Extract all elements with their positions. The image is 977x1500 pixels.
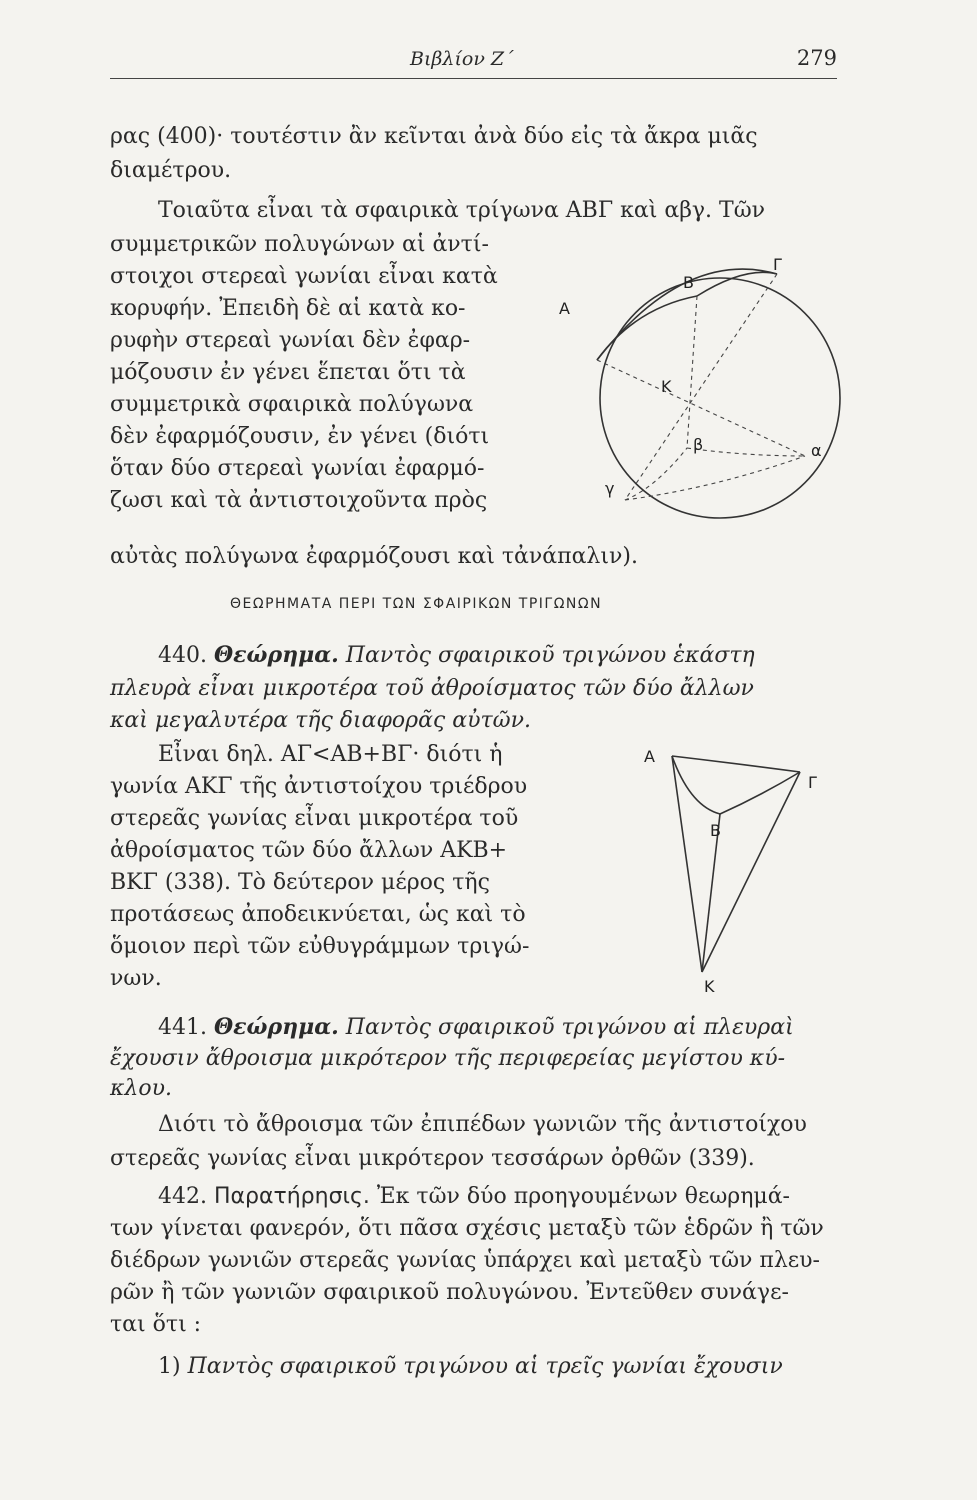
text-line: προτάσεως ἀποδεικνύεται, ὡς καὶ τὸ — [110, 902, 526, 927]
label-G: Γ — [773, 255, 782, 274]
label-A: Α — [559, 299, 570, 318]
arc-gb-small — [625, 448, 687, 500]
text-line: Διότι τὸ ἄθροισμα τῶν ἐπιπέδων γωνιῶν τῆς ἀντιστοίχου — [158, 1112, 807, 1137]
arc-bg — [697, 272, 777, 296]
theorem-statement: πλευρὰ εἶναι μικροτέρα τοῦ ἀθροίσματος τῶν δύο ἄλλων — [110, 676, 754, 701]
text-line: ρῶν ἢ τῶν γωνιῶν σφαιρικοῦ πολυγώνου. Ἐντεῦθεν συνάγε- — [110, 1280, 789, 1305]
item-number: 1) — [158, 1354, 181, 1379]
text-line: μόζουσιν ἐν γένει ἕπεται ὅτι τὰ — [110, 360, 466, 385]
text-line: ρας (400)· τουτέστιν ἂν κεῖνται ἀνὰ δύο εἰς τὰ ἄκρα μιᾶς — [110, 124, 758, 149]
text-line: συμμετρικὰ σφαιρικὰ πολύγωνα — [110, 392, 474, 417]
text-line: συμμετρικῶν πολυγώνων αἱ ἀντί- — [110, 232, 489, 257]
text-line: ΒΚΓ (338). Τὸ δεύτερον μέρος τῆς — [110, 870, 490, 895]
text-line: Εἶναι δηλ. ΑΓ<ΑΒ+ΒΓ· διότι ἡ — [158, 742, 503, 767]
list-item — [158, 1352, 783, 1382]
text-line: ὅμοιον περὶ τῶν εὐθυγράμμων τριγώ- — [110, 934, 530, 959]
text-line: ζωσι καὶ τὰ ἀντιστοιχοῦντα πρὸς — [110, 488, 488, 513]
running-title: Βιβλίον Ζ΄ — [410, 48, 514, 70]
text-line: ἀθροίσματος τῶν δύο ἄλλων ΑΚΒ+ — [110, 838, 508, 863]
arc-bg — [720, 772, 800, 814]
text-line: Τοιαῦτα εἶναι τὰ σφαιρικὰ τρίγωνα ΑΒΓ καὶ αβγ. Τῶν — [158, 198, 766, 223]
text-line: ὅταν δύο στερεαὶ γωνίαι ἐφαρμό- — [110, 456, 485, 481]
text-line: ται ὅτι : — [110, 1312, 202, 1337]
text-line: των γίνεται φανερόν, ὅτι πᾶσα σχέσις μεταξὺ τῶν ἑδρῶν ἢ τῶν — [110, 1216, 824, 1241]
text-line: κορυφήν. Ἐπειδὴ δὲ αἱ κατὰ κο- — [110, 296, 466, 321]
theorem-label: Θεώρημα. — [213, 1014, 339, 1040]
text-line: νων. — [110, 966, 162, 991]
label-G: Γ — [808, 773, 817, 792]
text-line: γωνία ΑΚΓ τῆς ἀντιστοίχου τριέδρου — [110, 774, 528, 799]
text-line: στερεᾶς γωνίας εἶναι μικρότερον τεσσάρων ὀρθῶν (339). — [110, 1146, 755, 1171]
theorem-statement: καὶ μεγαλυτέρα τῆς διαφορᾶς αὐτῶν. — [110, 708, 531, 733]
theorem-441-line — [158, 1012, 794, 1043]
label-a: α — [811, 441, 822, 460]
label-g: γ — [605, 479, 615, 498]
remark-text: Ἐκ τῶν δύο προηγουμένων θεωρημά- — [376, 1184, 790, 1209]
trihedral-figure — [640, 736, 840, 996]
theorem-label: Θεώρημα. — [213, 642, 339, 668]
label-B: Β — [710, 821, 721, 840]
text-line: στερεᾶς γωνίας εἶναι μικροτέρα τοῦ — [110, 806, 519, 831]
theorem-number: 441. — [158, 1015, 207, 1040]
arc-ag — [672, 756, 800, 772]
item-text: Παντὸς σφαιρικοῦ τριγώνου αἱ τρεῖς γωνίαι ἔχουσιν — [187, 1354, 783, 1379]
label-b: β — [693, 435, 704, 454]
theorem-440-line — [158, 640, 755, 671]
theorem-statement: Παντὸς σφαιρικοῦ τριγώνου ἑκάστη — [345, 643, 755, 668]
text-line: διέδρων γωνιῶν στερεᾶς γωνίας ὑπάρχει καὶ μεταξὺ τῶν πλευ- — [110, 1248, 820, 1273]
theorem-statement: κλου. — [110, 1076, 172, 1101]
text-line: ρυφὴν στερεαὶ γωνίαι δὲν ἐφαρ- — [110, 328, 471, 353]
label-A: Α — [644, 747, 655, 766]
page-header — [110, 44, 837, 79]
section-title: ΘΕΩΡΗΜΑΤΑ ΠΕΡΙ ΤΩΝ ΣΦΑΙΡΙΚΩΝ ΤΡΙΓΩΝΩΝ — [230, 596, 603, 612]
arc-ab — [597, 296, 697, 360]
remark-label: Παρατήρησις. — [213, 1184, 370, 1209]
theorem-statement: Παντὸς σφαιρικοῦ τριγώνου αἱ πλευραὶ — [345, 1015, 794, 1040]
theorem-number: 440. — [158, 643, 207, 668]
text-line: δὲν ἐφαρμόζουσιν, ἐν γένει (διότι — [110, 424, 490, 449]
arc-ba-small — [687, 448, 805, 456]
text-line: διαμέτρου. — [110, 158, 232, 183]
remark-number: 442. — [158, 1184, 207, 1209]
label-K: Κ — [704, 977, 715, 996]
theorem-statement: ἔχουσιν ἄθροισμα μικρότερον τῆς περιφερείας μεγίστου κύ- — [110, 1046, 786, 1071]
label-K: Κ — [661, 377, 672, 396]
text-line: στοιχοι στερεαὶ γωνίαι εἶναι κατὰ — [110, 264, 498, 289]
text-line: αὐτὰς πολύγωνα ἐφαρμόζουσι καὶ τἀνάπαλιν). — [110, 544, 638, 569]
diameter-b — [687, 296, 697, 448]
remark-442-line — [158, 1182, 790, 1212]
edge-kg — [702, 772, 800, 972]
page-number: 279 — [796, 46, 837, 70]
arc-ga-small — [625, 456, 805, 500]
sphere-figure — [545, 238, 845, 528]
label-B: Β — [683, 273, 694, 292]
